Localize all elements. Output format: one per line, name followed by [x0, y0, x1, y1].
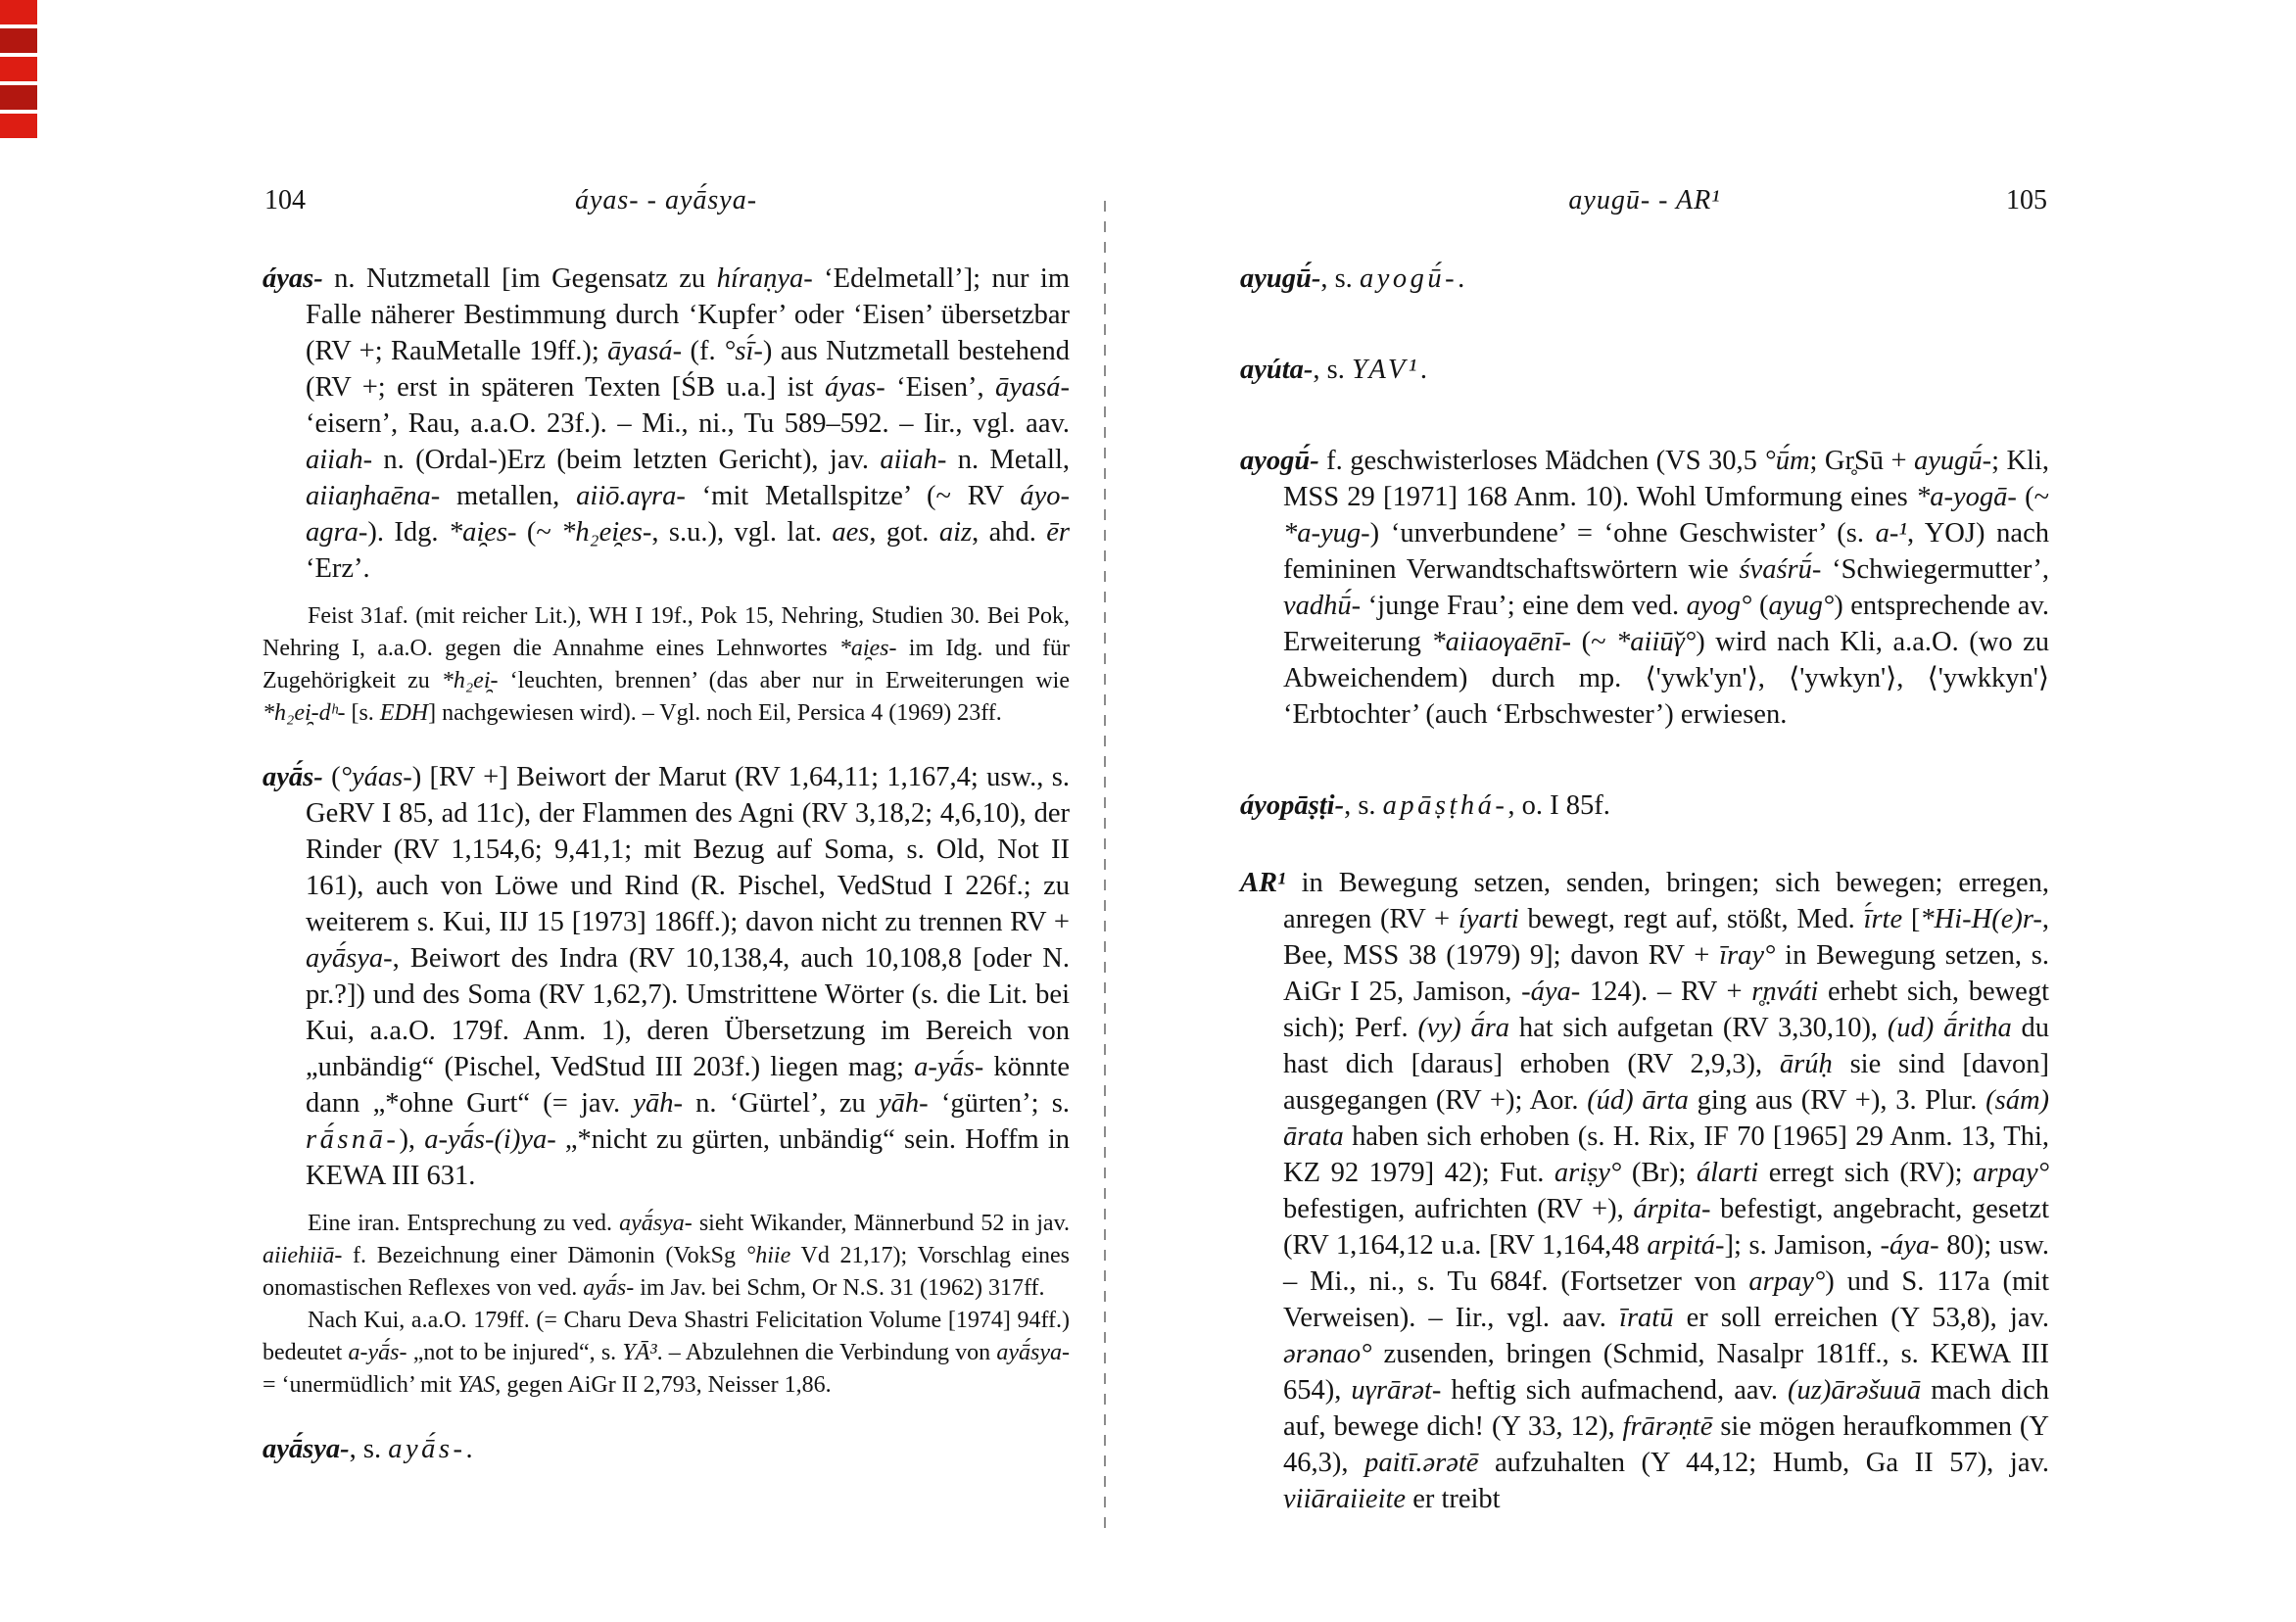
inline-term: uγrārət-	[1351, 1375, 1442, 1406]
inline-term: arpay°	[1748, 1266, 1826, 1297]
headword: ayā́sya-	[263, 1434, 350, 1464]
dictionary-entry: ayúta-, s. YAV¹.	[1240, 355, 1427, 385]
inline-term: aiiehiiā-	[263, 1243, 343, 1268]
inline-term: (úd) ārta	[1587, 1085, 1689, 1116]
inline-term: rā́snā-	[306, 1124, 400, 1155]
inline-term: ēr	[1046, 517, 1070, 548]
headword: áyopāṣṭi-	[1240, 790, 1345, 821]
inline-term: (uz)ārəšuuā	[1788, 1375, 1922, 1406]
inline-term: *Hi-H(e)r-	[1920, 904, 2042, 934]
inline-term: *ai̯es-	[448, 517, 517, 548]
right-page-number: 105	[2006, 185, 2047, 215]
headword: ayā́s-	[263, 762, 323, 792]
inline-term: ārúḥ	[1779, 1049, 1833, 1079]
left-page-header	[263, 182, 1070, 219]
right-page-header	[1240, 182, 2049, 219]
inline-term: aiiah-	[306, 445, 373, 475]
inline-term: arpay°	[1973, 1158, 2049, 1188]
inline-term: YAV¹	[1352, 355, 1420, 385]
inline-term: *a-yug-	[1283, 518, 1370, 549]
inline-term: aiz	[938, 517, 973, 548]
inline-term: aes	[832, 517, 870, 548]
headword: áyas-	[263, 263, 323, 294]
inline-term: íyarti	[1458, 904, 1519, 934]
dictionary-entry: ayogū́- f. geschwisterloses Mädchen (VS 30,5 °ū́m; Gr̥Sū + ayugū́-; Kli, MSS 29 [1971] 168 Anm. 10). Wohl Umformung eines *a-yogā- (~ *a-yug-) ‘unverbundene’ = ‘ohne Geschwister’ (s. a-¹, YOJ) nach femininen Verwandtschaftswörtern wie śvaśrū́- ‘Schwiegermutter’, vadhū́- ‘junge Frau’; eine dem ved. ayog° (ayug°) entsprechende av. Erweiterung *aiiaoγaēnī- (~ *aiiū̆γ°) wird nach Kli, a.a.O. (wo zu Abweichendem) durch mp. ⟨'ywk'yn'⟩, ⟨'ywkyn'⟩, ⟨'ywkkyn'⟩ ‘Erbtochter’ (auch ‘Erbschwester’) erwiesen.	[1240, 446, 2050, 730]
inline-term: ayā́s-	[583, 1275, 635, 1301]
inline-term: a-yā́s-(i)ya-	[424, 1124, 556, 1155]
dictionary-entry: ayā́s- (°yáas-) [RV +] Beiwort der Marut (RV 1,64,11; 1,167,4; usw., s. GeRV I 85, ad 11c), der Flammen des Agni (RV 3,18,2; 4,6,10), der Rinder (RV 1,154,6; 9,41,1; mit Bezug auf Soma, s. Old, Not II 161), auch von Löwe und Rind (R. Pischel, VedStud I 226f.; zu weiterem s. Kui, IIJ 15 [1973] 186ff.); davon nicht zu trennen RV + ayā́sya-, Beiwort des Indra (RV 10,138,4, auch 10,108,8 [oder N. pr.?]) und des Soma (RV 1,62,7). Umstrittene Wörter (s. die Lit. bei Kui, a.a.O. 179f. Anm. 1), deren Übersetzung im Bereich von „unbändig“ (Pischel, VedStud III 203f.) liegen mag; a-yā́s- könnte dann „*ohne Gurt“ (= jav. yāh- n. ‘Gürtel’, zu yāh- ‘gürten’; s. rā́snā-), a-yā́s-(i)ya- „*nicht zu gürten, unbändig“ sein. Hoffm in KEWA III 631.	[263, 762, 1070, 1191]
inline-term: āyasá-	[995, 372, 1070, 403]
left-running-head: áyas- - ayā́sya-	[574, 185, 758, 215]
literature-note: Nach Kui, a.a.O. 179ff. (= Charu Deva Shastri Felicitation Volume [1974] 94ff.) bedeutet a-yā́s- „not to be injured“, s. YĀ³. – Abzulehnen die Verbindung von ayā́sya- = ‘unermüdlich’ mit YAS, gegen AiGr II 2,793, Neisser 1,86.	[263, 1308, 1071, 1398]
inline-term: ayugū́-	[1913, 446, 1992, 476]
inline-term: (vy) ā́ra	[1417, 1013, 1510, 1043]
dictionary-entry: áyas- n. Nutzmetall [im Gegensatz zu híraṇya- ‘Edelmetall’]; nur im Falle näherer Bestimmung durch ‘Kupfer’ oder ‘Eisen’ übersetzbar (RV +; RauMetalle 19ff.); āyasá- (f. °sī́-) aus Nutzmetall bestehend (RV +; erst in späteren Texten [ŚB u.a.] ist áyas- ‘Eisen’, āyasá- ‘eisern’, Rau, a.a.O. 23f.). – Mi., ni., Tu 589–592. – Iir., vgl. aav. aiiah- n. (Ordal-)Erz (beim letzten Gericht), jav. aiiah- n. Metall, aiiaŋhaēna- metallen, aiiō.aγra- ‘mit Metallspitze’ (~ RV áyo-agra-). Idg. *ai̯es- (~ *h₂ei̯es-, s.u.), vgl. lat. aes, got. aiz, ahd. ēr ‘Erz’.	[263, 263, 1071, 584]
red-tab-marker	[0, 0, 37, 24]
inline-term: YAS	[457, 1372, 496, 1398]
inline-term: frārəṇtē	[1622, 1411, 1713, 1442]
inline-term: EDH	[379, 700, 429, 726]
inline-term: -áya-	[1521, 977, 1581, 1007]
headword: ayogū́-	[1240, 446, 1319, 476]
inline-term: vadhū́-	[1283, 591, 1362, 621]
inline-term: ayā́sya-	[306, 943, 393, 974]
left-text-column	[263, 261, 1070, 1467]
dictionary-entry: AR¹ in Bewegung setzen, senden, bringen; sich bewegen; erregen, anregen (RV + íyarti bewegt, regt auf, stößt, Med. ī́rte [*Hi-H(e)r-, Bee, MSS 38 (1979) 9]; davon RV + īray° in Bewegung setzen, s. AiGr I 25, Jamison, -áya- 124). – RV + r̥ṇváti erhebt sich, bewegt sich); Perf. (vy) ā́ra hat sich aufgetan (RV 3,30,10), (ud) ā́ritha du hast dich [daraus] erhoben (RV 2,9,3), ārúḥ sie sind [davon] ausgegangen (RV +); Aor. (úd) ārta ging aus (RV +), 3. Plur. (sám) ārata haben sich erhoben (s. H. Rix, IF 70 [1965] 29 Anm. 13, Thi, KZ 92 1979] 42); Fut. ariṣy° (Br); álarti erregt sich (RV); arpay° befestigen, aufrichten (RV +), árpita- befestigt, angebracht, gesetzt (RV 1,164,12 u.a. [RV 1,164,48 arpitá-]; s. Jamison, -áya- 80); usw. – Mi., ni., s. Tu 684f. (Fortsetzer von arpay°) und S. 117a (mit Verweisen). – Iir., vgl. aav. īratū er soll erreichen (Y 53,8), jav. ərənao° zusenden, bringen (Schmid, Nasalpr 181ff., s. KEWA III 654), uγrārət- heftig sich aufmachend, aav. (uz)ārəšuuā mach dich auf, bewege dich! (Y 33, 12), frārəṇtē sie mögen heraufkommen (Y 46,3), paitī.ərətē aufzuhalten (Y 44,12; Humb, Ga II 57), jav. viiāraiieite er treibt	[1240, 868, 2050, 1514]
inline-term: *aiiū̆γ°	[1616, 627, 1697, 657]
inline-term: yāh-	[633, 1088, 683, 1119]
inline-term: *a-yogā-	[1915, 482, 2017, 512]
dictionary-entry: ayā́sya-, s. ayā́s-.	[263, 1434, 473, 1464]
inline-term: áyas-	[824, 372, 885, 403]
inline-term: *aiiaoγaēnī-	[1431, 627, 1572, 657]
inline-term: a-yā́s-	[914, 1052, 984, 1082]
inline-term: aiiah-	[880, 445, 947, 475]
red-tab-marker	[0, 114, 37, 138]
gutter-fold-line	[1104, 201, 1106, 1538]
inline-term: āyasá-	[607, 336, 683, 366]
inline-term: *h₂ei̯-dʰ-	[263, 700, 346, 726]
inline-term: ayug°	[1768, 591, 1835, 621]
red-tab-marker	[0, 28, 37, 53]
dictionary-entry: ayugū́-, s. ayogū́-.	[1240, 263, 1465, 294]
inline-term: ayā́s-	[388, 1434, 466, 1464]
inline-term: árpita-	[1633, 1194, 1711, 1224]
inline-term: ərənao°	[1283, 1339, 1372, 1369]
inline-term: YĀ³	[622, 1340, 657, 1365]
inline-term: ayog°	[1686, 591, 1752, 621]
right-running-head: ayugū- - AR¹	[1568, 185, 1721, 215]
inline-term: aiiaŋhaēna-	[306, 481, 441, 511]
inline-term: °sī́-	[723, 336, 763, 366]
inline-term: híraṇya-	[716, 263, 813, 294]
inline-term: viiāraiieite	[1283, 1484, 1407, 1514]
inline-term: yāh-	[879, 1088, 929, 1119]
headword: AR¹	[1240, 868, 1286, 898]
inline-term: ayogū́-	[1359, 263, 1459, 294]
inline-term: īray°	[1719, 940, 1776, 971]
inline-term: apāṣṭhá-	[1382, 790, 1508, 821]
left-page-number: 104	[264, 185, 306, 215]
inline-term: ariṣy°	[1554, 1158, 1622, 1188]
inline-term: (ud) ā́ritha	[1887, 1013, 2012, 1043]
headword: ayúta-	[1240, 355, 1314, 385]
inline-term: *h₂ei̯es-	[561, 517, 652, 548]
left-page	[263, 0, 1070, 1467]
red-tab-markers	[0, 0, 39, 142]
right-page	[1240, 0, 2049, 1517]
headword: ayugū́-	[1240, 263, 1321, 294]
inline-term: aiiō.aγra-	[576, 481, 686, 511]
inline-term: ayā́sya-	[619, 1211, 693, 1236]
right-text-column	[1240, 261, 2049, 1517]
inline-term: r̥ṇváti	[1751, 977, 1819, 1007]
inline-term: ayā́sya-	[996, 1340, 1071, 1365]
inline-term: a-yā́s-	[348, 1340, 407, 1365]
inline-term: *h₂ei̯-	[441, 668, 499, 693]
inline-term: paitī.ərətē	[1364, 1448, 1479, 1478]
red-tab-marker	[0, 57, 37, 81]
inline-term: īratū	[1619, 1303, 1674, 1333]
inline-term: °yáas-	[340, 762, 412, 792]
inline-term: áyo-agra-	[306, 481, 1071, 548]
inline-term: śvaśrū́-	[1739, 554, 1822, 585]
inline-term: °ū́m	[1764, 446, 1810, 476]
inline-term: (sám) ārata	[1283, 1085, 2050, 1152]
literature-note: Feist 31af. (mit reicher Lit.), WH I 19f., Pok 15, Nehring, Studien 30. Bei Pok, Nehring I, a.a.O. gegen die Annahme eines Lehnwortes *ai̯es- im Idg. und für Zugehörigkeit zu *h₂ei̯- ‘leuchten, brennen’ (das aber nur in Erweiterungen wie *h₂ei̯-dʰ- [s. EDH] nachgewiesen wird). – Vgl. noch Eil, Persica 4 (1969) 23ff.	[263, 603, 1070, 726]
inline-term: -áya-	[1880, 1230, 1939, 1261]
inline-term: °hiie	[745, 1243, 791, 1268]
red-tab-marker	[0, 85, 37, 110]
inline-term: ī́rte	[1863, 904, 1903, 934]
dictionary-entry: áyopāṣṭi-, s. apāṣṭhá-, o. I 85f.	[1240, 790, 1610, 821]
inline-term: arpitá-	[1647, 1230, 1725, 1261]
literature-note: Eine iran. Entsprechung zu ved. ayā́sya- sieht Wikander, Männerbund 52 in jav. aiiehiiā- f. Bezeichnung einer Dämonin (VokSg °hiie Vd 21,17); Vorschlag eines onomastischen Reflexes von ved. ayā́s- im Jav. bei Schm, Or N.S. 31 (1962) 317ff.	[263, 1211, 1071, 1301]
inline-term: *ai̯es-	[838, 636, 897, 661]
inline-term: a-¹	[1875, 518, 1907, 549]
inline-term: álarti	[1696, 1158, 1759, 1188]
